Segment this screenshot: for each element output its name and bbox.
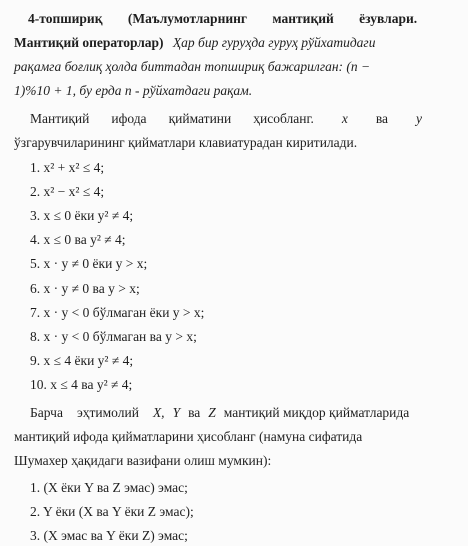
expression-item: 7. x · y < 0 бўлмаган ёки y > x;: [30, 305, 205, 320]
expression-item: 9. x ≤ 4 ёки y² ≠ 4;: [30, 353, 134, 368]
task-heading-line-2: Мантиқий операторлар) Ҳар бир гуруҳда гуруҳ рўйхатидаги: [14, 35, 376, 50]
logic-item: 2. Y ёки (X ва Y ёки Z эмас);: [30, 504, 194, 519]
expression-item: 2. x² − x² ≤ 4;: [30, 184, 105, 199]
logic-item: 1. (X ёки Y ва Z эмас) эмас;: [30, 480, 188, 495]
second-task-line-2: мантиқий ифода қийматларини ҳисобланг (намуна сифатида: [14, 429, 363, 444]
expression-item: 1. x² + x² ≤ 4;: [30, 160, 105, 175]
expression-item: 4. x ≤ 0 ва y² ≠ 4;: [30, 232, 126, 247]
expression-item: 10. x ≤ 4 ва y² ≠ 4;: [30, 377, 133, 392]
logic-item: 3. (X эмас ва Y ёки Z) эмас;: [30, 528, 188, 543]
task-heading-line-3: рақамга боғлиқ ҳолда биттадан топшириқ бажарилган: (n −: [14, 59, 371, 74]
expression-item: 8. x · y < 0 бўлмаган ва y > x;: [30, 329, 197, 344]
second-task-line-3: Шумахер ҳақидаги вазифани олиш мумкин):: [14, 453, 272, 468]
expression-item: 3. x ≤ 0 ёки y² ≠ 4;: [30, 208, 134, 223]
expression-item: 6. x · y ≠ 0 ва y > x;: [30, 281, 140, 296]
expression-item: 5. x · y ≠ 0 ёки y > x;: [30, 256, 148, 271]
second-task-line-1: Барча эҳтимолий X, Y ва Z мантиқий миқдор қийматларида: [30, 405, 410, 420]
instruction-line-2: ўзгарувчиларининг қийматлари клавиатурадан киритилади.: [14, 135, 358, 150]
task-heading-line-1: 4-топшириқ (Маълумотларнинг мантиқий ёзувлари.: [28, 11, 418, 26]
instruction-line-1: Мантиқий ифода қийматини ҳисобланг. x ва y: [30, 111, 423, 126]
task-heading-line-4: 1)%10 + 1, бу ерда n - рўйхатдаги рақам.: [14, 83, 253, 98]
